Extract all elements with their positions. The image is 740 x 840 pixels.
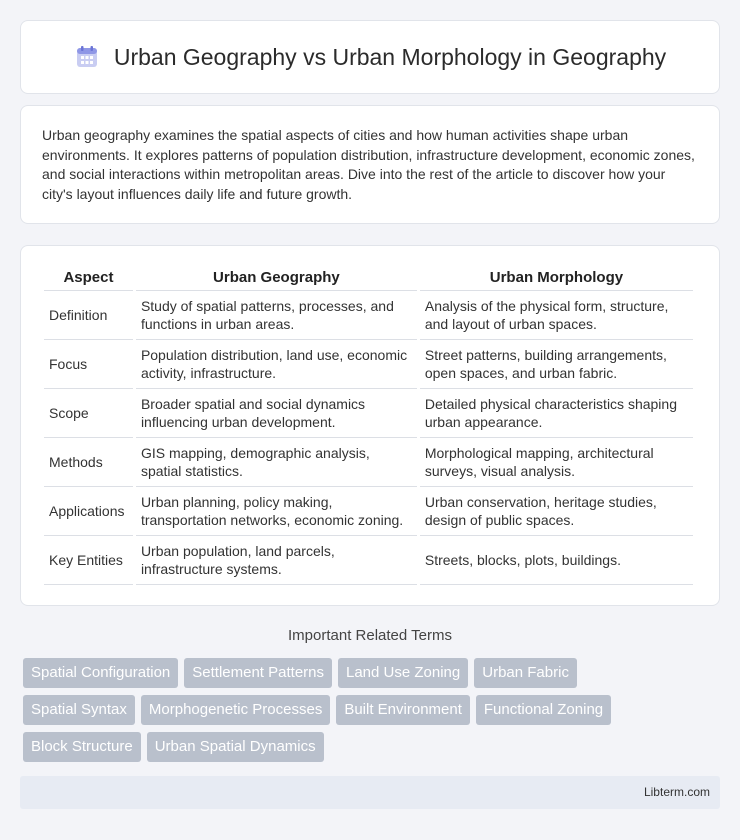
tag-morphogenetic-processes[interactable]: Morphogenetic Processes (141, 695, 330, 725)
table-header-row (44, 263, 693, 291)
row-geography: Urban population, land parcels, infrastructure systems. (136, 536, 417, 585)
row-morphology: Analysis of the physical form, structure, and layout of urban spaces. (420, 291, 693, 340)
related-terms-tags (23, 658, 723, 769)
title-card (20, 20, 720, 94)
tag-functional-zoning[interactable]: Functional Zoning (476, 695, 611, 725)
footer (20, 776, 720, 809)
intro-text: Urban geography examines the spatial aspects of cities and how human activities shape urban environments. It explores patterns of population distribution, infrastructure development, economic zones, and social interactions within metropolitan areas. Dive into the rest of the article to discover how your city's layout influences daily life and future growth. (42, 127, 695, 202)
row-aspect: Applications (44, 487, 133, 536)
header-urban-morphology: Urban Morphology (420, 263, 693, 291)
comparison-table (41, 263, 696, 585)
tag-settlement-patterns[interactable]: Settlement Patterns (184, 658, 332, 688)
related-terms-heading: Important Related Terms (288, 627, 452, 644)
tag-row (23, 658, 723, 688)
row-morphology: Street patterns, building arrangements, open spaces, and urban fabric. (420, 340, 693, 389)
table-row (44, 536, 693, 585)
table-row (44, 487, 693, 536)
tag-land-use-zoning[interactable]: Land Use Zoning (338, 658, 468, 688)
tag-urban-fabric[interactable]: Urban Fabric (474, 658, 577, 688)
row-aspect: Methods (44, 438, 133, 487)
row-geography: Broader spatial and social dynamics influencing urban development. (136, 389, 417, 438)
page-title: Urban Geography vs Urban Morphology in Geography (113, 43, 667, 70)
row-geography: Population distribution, land use, economic activity, infrastructure. (136, 340, 417, 389)
comparison-table-card (20, 245, 720, 606)
row-aspect: Key Entities (44, 536, 133, 585)
header-urban-geography: Urban Geography (136, 263, 417, 291)
tag-row (23, 695, 723, 725)
row-geography: Urban planning, policy making, transportation networks, economic zoning. (136, 487, 417, 536)
row-morphology: Streets, blocks, plots, buildings. (420, 536, 693, 585)
table-row (44, 438, 693, 487)
footer-site-link[interactable]: Libterm.com (643, 785, 710, 799)
tag-built-environment[interactable]: Built Environment (336, 695, 470, 725)
tag-spatial-syntax[interactable]: Spatial Syntax (23, 695, 135, 725)
row-morphology: Detailed physical characteristics shaping urban appearance. (420, 389, 693, 438)
tag-block-structure[interactable]: Block Structure (23, 732, 141, 762)
header-aspect: Aspect (44, 263, 133, 291)
table-row (44, 340, 693, 389)
row-morphology: Morphological mapping, architectural surveys, visual analysis. (420, 438, 693, 487)
row-aspect: Scope (44, 389, 133, 438)
intro-card (20, 105, 720, 224)
row-aspect: Focus (44, 340, 133, 389)
table-row (44, 389, 693, 438)
row-morphology: Urban conservation, heritage studies, design of public spaces. (420, 487, 693, 536)
table-row (44, 291, 693, 340)
row-aspect: Definition (44, 291, 133, 340)
calendar-icon (74, 44, 100, 70)
tag-row (23, 732, 723, 762)
tag-urban-spatial-dynamics[interactable]: Urban Spatial Dynamics (147, 732, 324, 762)
row-geography: Study of spatial patterns, processes, and functions in urban areas. (136, 291, 417, 340)
tag-spatial-configuration[interactable]: Spatial Configuration (23, 658, 178, 688)
row-geography: GIS mapping, demographic analysis, spatial statistics. (136, 438, 417, 487)
